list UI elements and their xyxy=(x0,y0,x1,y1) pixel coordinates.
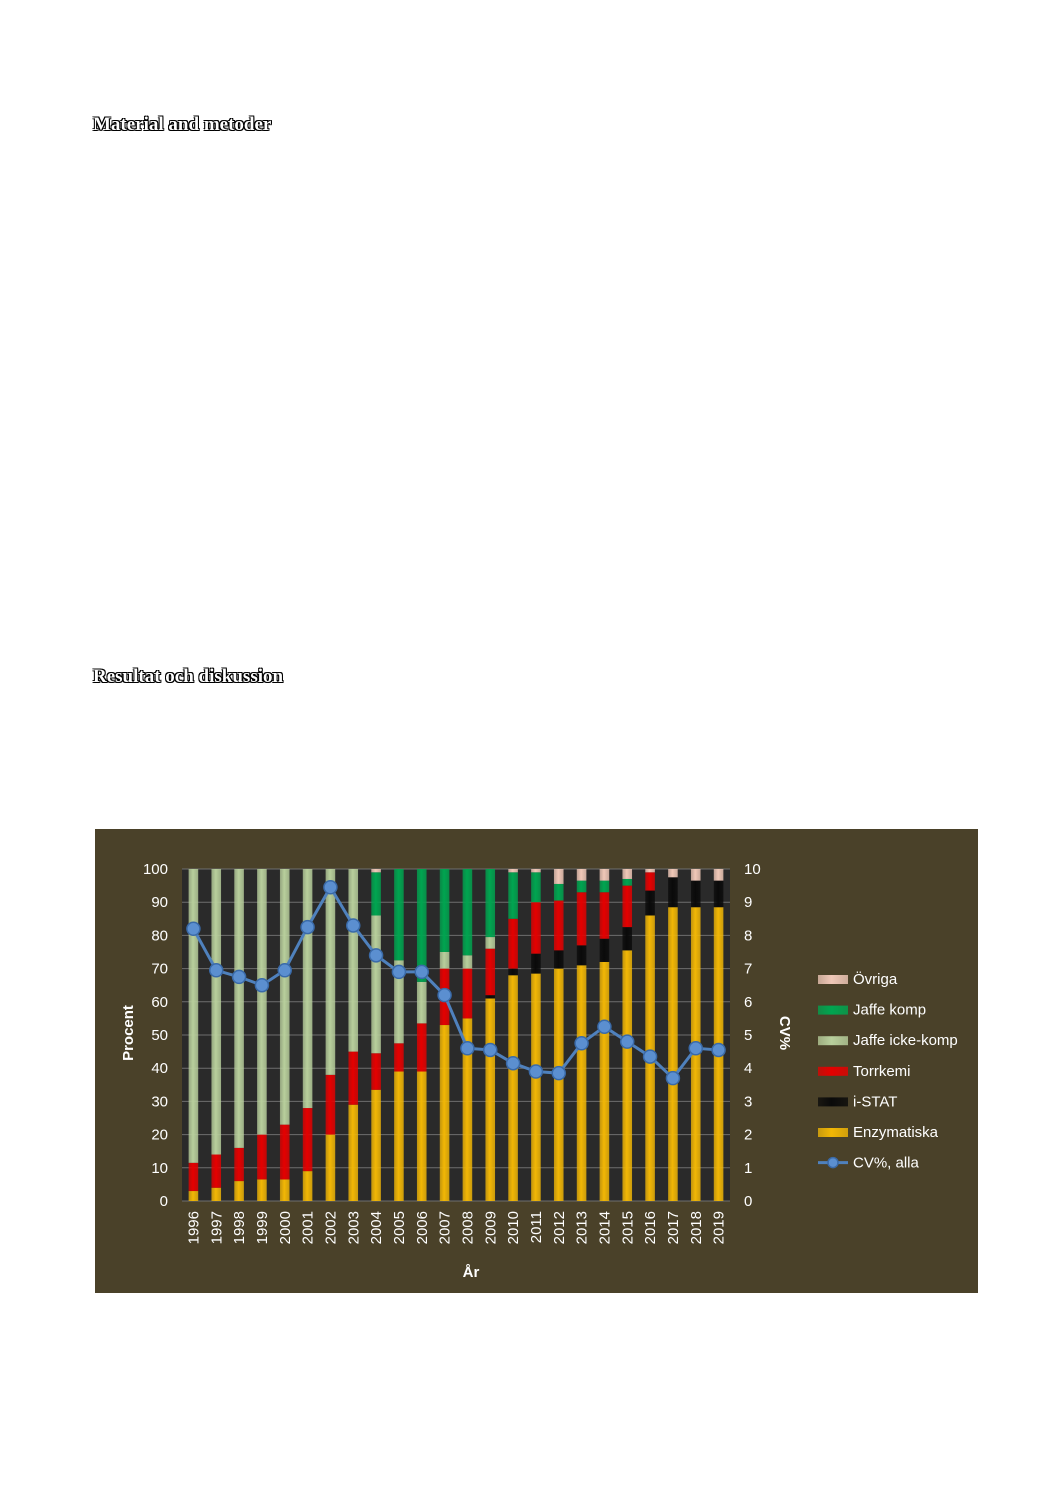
bar-segment xyxy=(189,869,199,1163)
bar-segment xyxy=(485,869,495,937)
y-tick-label: 100 xyxy=(142,861,168,878)
bar-segment xyxy=(508,969,518,976)
bar-segment xyxy=(577,869,587,881)
bar-segment xyxy=(394,869,404,960)
bar-segment xyxy=(326,869,336,1075)
y2-tick-label: 5 xyxy=(744,1027,753,1044)
bar-segment xyxy=(714,881,724,908)
cv-point xyxy=(552,1067,565,1080)
legend-swatch-marker xyxy=(828,1158,838,1168)
bar-segment xyxy=(440,952,450,969)
bar-segment xyxy=(303,1108,313,1171)
bar-segment xyxy=(463,955,473,968)
bar-segment xyxy=(577,965,587,1201)
y2-tick-label: 1 xyxy=(744,1159,753,1177)
y-tick-label: 20 xyxy=(151,1126,168,1144)
bar-segment xyxy=(371,872,381,915)
chart-panel xyxy=(95,829,978,1293)
y-tick-label: 70 xyxy=(151,960,168,978)
y2-tick-label: 2 xyxy=(744,1126,753,1144)
bar-segment xyxy=(668,877,678,907)
x-tick-label: 2014 xyxy=(596,1211,614,1245)
y-tick-label: 10 xyxy=(151,1159,168,1177)
legend-label: Övriga xyxy=(853,971,898,988)
bar-segment xyxy=(211,1155,221,1188)
bar-segment xyxy=(554,869,564,884)
bar-segment xyxy=(280,1125,290,1180)
legend-label: i-STAT xyxy=(853,1093,898,1111)
cv-point xyxy=(278,964,291,977)
bar-segment xyxy=(463,969,473,1019)
bar-segment xyxy=(234,1148,244,1181)
cv-point xyxy=(392,965,405,978)
cv-point xyxy=(461,1042,474,1055)
y-tick-label: 0 xyxy=(159,1193,168,1210)
bar-segment xyxy=(348,869,358,1052)
bar-segment xyxy=(485,937,495,949)
legend-label: Jaffe komp xyxy=(853,1001,927,1019)
legend-swatch xyxy=(818,1036,848,1045)
section-heading-material: Material and metoder xyxy=(93,114,272,135)
legend-swatch xyxy=(818,975,848,984)
cv-point xyxy=(689,1042,702,1055)
bar-segment xyxy=(417,1072,427,1201)
bar-segment xyxy=(554,969,564,1201)
bar-segment xyxy=(485,949,495,995)
x-tick-label: 2013 xyxy=(573,1211,591,1245)
y-tick-label: 90 xyxy=(151,894,168,912)
bar-segment xyxy=(622,886,632,928)
legend-label: Jaffe icke-komp xyxy=(853,1032,958,1050)
bar-segment xyxy=(189,1163,199,1191)
bar-segment xyxy=(508,975,518,1201)
bar-segment xyxy=(257,1135,267,1180)
bar-segment xyxy=(531,869,541,872)
cv-point xyxy=(621,1035,634,1048)
y2-tick-label: 0 xyxy=(744,1193,753,1210)
legend-swatch xyxy=(818,1097,848,1106)
bar-segment xyxy=(600,881,610,893)
cv-point xyxy=(575,1037,588,1050)
y-axis-title: Procent xyxy=(120,1005,137,1061)
bar-segment xyxy=(622,879,632,886)
y-tick-label: 30 xyxy=(151,1093,168,1111)
y2-tick-label: 10 xyxy=(744,861,761,878)
bar-segment xyxy=(326,1075,336,1135)
y2-tick-label: 9 xyxy=(744,894,753,912)
y2-tick-label: 8 xyxy=(744,927,753,945)
x-tick-label: 2008 xyxy=(459,1211,477,1245)
bar-segment xyxy=(189,1191,199,1201)
bar-segment xyxy=(645,891,655,916)
bar-segment xyxy=(257,1179,267,1201)
legend-swatch xyxy=(818,1006,848,1015)
bar-segment xyxy=(280,1179,290,1201)
y2-tick-label: 7 xyxy=(744,960,753,978)
y-tick-label: 60 xyxy=(151,993,168,1011)
x-tick-label: 2006 xyxy=(413,1211,431,1245)
cv-point xyxy=(666,1072,679,1085)
bar-segment xyxy=(600,869,610,881)
bar-segment xyxy=(371,1053,381,1090)
y2-tick-label: 4 xyxy=(744,1060,753,1078)
bar-segment xyxy=(371,869,381,872)
bar-segment xyxy=(668,869,678,877)
bar-segment xyxy=(371,1090,381,1201)
y2-tick-label: 6 xyxy=(744,993,753,1011)
bar-segment xyxy=(485,998,495,1201)
bar-segment xyxy=(257,869,267,1135)
x-tick-label: 2001 xyxy=(299,1211,317,1245)
bar-segment xyxy=(691,881,701,908)
bar-segment xyxy=(600,892,610,938)
bar-segment xyxy=(622,869,632,879)
x-tick-label: 2015 xyxy=(619,1211,637,1245)
bar-segment xyxy=(417,982,427,1024)
section-heading-resultat: Resultat och diskussion xyxy=(93,666,284,687)
bar-segment xyxy=(554,884,564,901)
x-tick-label: 1998 xyxy=(231,1211,249,1245)
bar-segment xyxy=(211,1188,221,1201)
bar-segment xyxy=(691,869,701,881)
x-tick-label: 2011 xyxy=(527,1211,545,1244)
bar-segment xyxy=(531,954,541,974)
bar-segment xyxy=(348,1105,358,1201)
bar-segment xyxy=(577,945,587,965)
cv-point xyxy=(438,989,451,1002)
y-tick-label: 50 xyxy=(151,1027,168,1044)
y-tick-label: 80 xyxy=(151,927,168,945)
x-tick-label: 2003 xyxy=(345,1211,363,1245)
bar-segment xyxy=(348,1052,358,1105)
x-tick-label: 1999 xyxy=(253,1211,271,1245)
bar-segment xyxy=(668,907,678,1201)
x-tick-label: 2000 xyxy=(276,1211,294,1245)
bar-segment xyxy=(714,869,724,881)
bar-segment xyxy=(600,962,610,1201)
x-tick-label: 2010 xyxy=(505,1211,523,1245)
bar-segment xyxy=(234,1181,244,1201)
legend-label: Enzymatiska xyxy=(853,1124,939,1141)
bar-segment xyxy=(554,901,564,951)
bar-segment xyxy=(280,869,290,1125)
y2-axis-title: CV% xyxy=(776,1015,793,1051)
x-tick-label: 2019 xyxy=(710,1211,728,1245)
bar-segment xyxy=(531,974,541,1201)
x-tick-label: 2018 xyxy=(687,1211,705,1245)
cv-point xyxy=(210,964,223,977)
y-tick-label: 40 xyxy=(151,1060,168,1078)
bar-segment xyxy=(463,869,473,955)
cv-point xyxy=(187,922,200,935)
cv-point xyxy=(644,1050,657,1063)
x-tick-label: 2009 xyxy=(482,1211,500,1245)
bar-segment xyxy=(531,872,541,902)
x-tick-label: 2012 xyxy=(550,1211,568,1245)
cv-point xyxy=(712,1043,725,1056)
bar-segment xyxy=(394,1072,404,1201)
cv-point xyxy=(233,970,246,983)
bar-segment xyxy=(645,869,655,872)
bar-segment xyxy=(234,869,244,1148)
legend-swatch xyxy=(818,1128,848,1137)
x-tick-label: 2002 xyxy=(322,1211,340,1245)
bar-segment xyxy=(303,869,313,1108)
bar-segment xyxy=(600,939,610,962)
bar-segment xyxy=(508,919,518,969)
stacked-bar-line-chart xyxy=(95,829,978,1293)
bar-segment xyxy=(622,927,632,950)
cv-point xyxy=(370,949,383,962)
bar-segment xyxy=(417,1023,427,1071)
cv-point xyxy=(529,1065,542,1078)
bar-segment xyxy=(211,869,221,1155)
bar-segment xyxy=(508,872,518,918)
x-tick-label: 2004 xyxy=(368,1211,386,1245)
bar-segment xyxy=(440,869,450,952)
bar-segment xyxy=(440,1025,450,1201)
x-tick-label: 1997 xyxy=(208,1211,226,1245)
x-tick-label: 2007 xyxy=(436,1211,454,1245)
bar-segment xyxy=(622,950,632,1201)
bar-segment xyxy=(554,950,564,968)
bar-segment xyxy=(531,902,541,953)
bar-segment xyxy=(645,872,655,890)
bar-segment xyxy=(485,995,495,998)
cv-point xyxy=(598,1020,611,1033)
legend-swatch xyxy=(818,1067,848,1076)
x-axis-title: År xyxy=(462,1264,480,1281)
x-tick-label: 1996 xyxy=(185,1211,203,1245)
cv-point xyxy=(347,919,360,932)
cv-point xyxy=(415,965,428,978)
x-tick-label: 2016 xyxy=(642,1211,660,1245)
bar-segment xyxy=(508,869,518,872)
bar-segment xyxy=(326,1135,336,1201)
bar-segment xyxy=(371,915,381,1053)
y2-tick-label: 3 xyxy=(744,1093,753,1111)
bar-segment xyxy=(394,1043,404,1071)
legend-label: CV%, alla xyxy=(853,1154,919,1172)
cv-point xyxy=(324,881,337,894)
bar-segment xyxy=(577,892,587,945)
cv-point xyxy=(255,979,268,992)
cv-point xyxy=(301,921,314,934)
cv-point xyxy=(507,1057,520,1070)
x-tick-label: 2017 xyxy=(664,1211,682,1245)
bar-segment xyxy=(303,1171,313,1201)
chart-legend xyxy=(818,970,958,1172)
legend-label: Torrkemi xyxy=(853,1062,911,1080)
bar-segment xyxy=(577,881,587,893)
x-tick-label: 2005 xyxy=(390,1211,408,1245)
cv-point xyxy=(484,1043,497,1056)
